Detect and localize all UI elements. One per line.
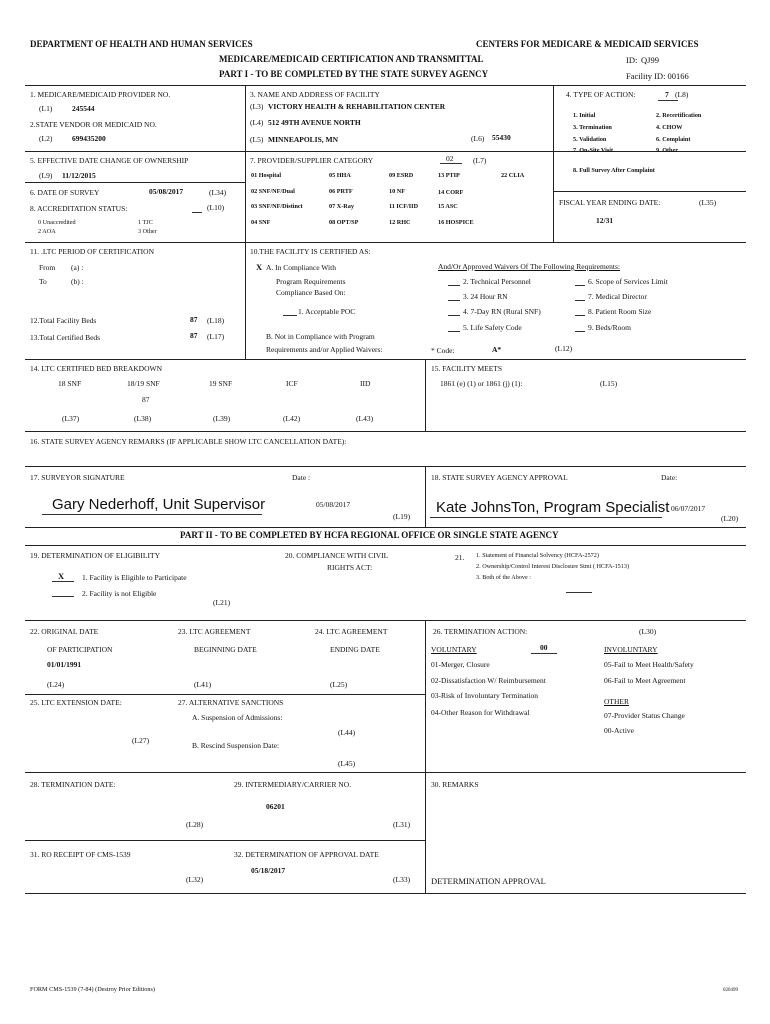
facility-name: VICTORY HEALTH & REHABILITATION CENTER: [268, 102, 446, 111]
l27-code: (L27): [132, 736, 150, 745]
surveyor-signature: Gary Nederhoff, Unit Supervisor: [52, 496, 266, 513]
cat-05: 05 HHA: [329, 172, 351, 179]
cat-03: 03 SNF/NF/Distinct: [251, 203, 303, 210]
invol-item-06: 06-Fail to Meet Agreement: [604, 676, 686, 685]
l17-code: (L17): [207, 332, 225, 341]
vol-item-03: 03-Risk of Involuntary Termination: [431, 691, 539, 700]
l33-code: (L33): [393, 875, 411, 884]
facility-city: MINNEAPOLIS, MN: [268, 135, 339, 144]
waiver-2: 2. Technical Personnel: [463, 277, 531, 286]
f31-label: 31. RO RECEIPT OF CMS-1539: [30, 850, 131, 859]
l6-code: (L6): [471, 134, 485, 143]
f29-label: 29. INTERMEDIARY/CARRIER NO.: [234, 780, 352, 789]
code-label: * Code:: [431, 346, 455, 355]
bed-col-1819snf: 18/19 SNF: [127, 379, 160, 388]
f15-label: 15. FACILITY MEETS: [431, 364, 503, 373]
not-eligible-option: 2. Facility is not Eligible: [82, 589, 157, 598]
fy-value: 12/31: [596, 216, 614, 225]
dept-name: DEPARTMENT OF HEALTH AND HUMAN SERVICES: [30, 39, 253, 49]
id-value: QJ99: [641, 55, 659, 65]
cat-13: 13 PTIP: [438, 172, 460, 179]
voluntary-value: 00: [540, 643, 548, 652]
action-4: 4. CHOW: [656, 124, 683, 131]
form-title: MEDICARE/MEDICAID CERTIFICATION AND TRANSMITTAL: [219, 54, 484, 64]
action-3: 3. Termination: [573, 124, 612, 131]
f14-label: 14. LTC CERTIFIED BED BREAKDOWN: [30, 364, 162, 373]
l19-code: (L19): [393, 512, 411, 521]
carrier-no: 06201: [266, 802, 285, 811]
cert-beds: 87: [190, 331, 198, 340]
code-value: A*: [492, 345, 502, 354]
l43-code: (L43): [356, 414, 374, 423]
l34-code: (L34): [209, 188, 227, 197]
cat-14: 14 CORF: [438, 189, 464, 196]
f1-label: 1. MEDICARE/MEDICAID PROVIDER NO.: [30, 90, 171, 99]
compliance-based: Compliance Based On:: [276, 288, 346, 297]
invol-item-05: 05-Fail to Meet Health/Safety: [604, 660, 694, 669]
l44-code: (L44): [338, 728, 356, 737]
accr-2: 2 AOA: [38, 228, 56, 235]
l24-code: (L24): [47, 680, 65, 689]
cat-10: 10 NF: [389, 188, 405, 195]
waiver-5: 5. Life Safety Code: [463, 323, 522, 332]
l37-code: (L37): [62, 414, 80, 423]
f20-label-2: RIGHTS ACT:: [327, 563, 373, 572]
l38-code: (L38): [134, 414, 152, 423]
accr-1: 1 TJC: [138, 219, 153, 226]
fy-label: FISCAL YEAR ENDING DATE:: [559, 198, 661, 207]
f24-sub: ENDING DATE: [330, 645, 380, 654]
facility-zip: 55430: [492, 133, 511, 142]
f18-label: 18. STATE SURVEY AGENCY APPROVAL: [431, 473, 568, 482]
l39-code: (L39): [213, 414, 231, 423]
f8-label: 8. ACCREDITATION STATUS:: [30, 204, 128, 213]
waiver-6: 6. Scope of Services Limit: [588, 277, 668, 286]
cat-15: 15 ASC: [438, 203, 458, 210]
cat-09: 09 ESRD: [389, 172, 414, 179]
accr-0: 0 Unaccredited: [38, 219, 76, 226]
l9-code: (L9): [39, 171, 53, 180]
facility-address: 512 49TH AVENUE NORTH: [268, 118, 361, 127]
acceptable-poc: 1. Acceptable POC: [298, 307, 356, 316]
cat-02: 02 SNF/NF/Dual: [251, 188, 295, 195]
part1-title: PART I - TO BE COMPLETED BY THE STATE SURVEY AGENCY: [219, 69, 489, 79]
surveyor-date: 05/08/2017: [316, 500, 351, 509]
from-a: (a) :: [71, 263, 84, 272]
l28-code: (L28): [186, 820, 204, 829]
f4-label: 4. TYPE OF ACTION:: [566, 90, 636, 99]
approval-signature: Kate JohnsTon, Program Specialist: [436, 499, 670, 516]
l7-code: (L7): [473, 156, 487, 165]
l5-code: (L5): [250, 135, 264, 144]
f2-label: 2.STATE VENDOR OR MEDICAID NO.: [30, 120, 157, 129]
l32-code: (L32): [186, 875, 204, 884]
compliance-a: A. In Compliance With: [266, 263, 336, 272]
waiver-7: 7. Medical Director: [588, 292, 647, 301]
eligible-option: 1. Facility is Eligible to Participate: [82, 573, 187, 582]
part2-title: PART II - TO BE COMPLETED BY HCFA REGIONAL OFFICE OR SINGLE STATE AGENCY: [180, 530, 559, 540]
f27-label: 27. ALTERNATIVE SANCTIONS: [178, 698, 284, 707]
f23-sub: BEGINNING DATE: [194, 645, 257, 654]
vol-item-04: 04-Other Reason for Withdrawal: [431, 708, 530, 717]
program-req: Program Requirements: [276, 277, 346, 286]
req-waivers: Requirements and/or Applied Waivers:: [266, 345, 383, 354]
f21-item-2: 2. Ownership/Control Interest Disclosure Stmt ( HCFA-1513): [476, 563, 630, 570]
approval-determination-date: 05/18/2017: [251, 866, 286, 875]
l15-code: (L15): [600, 379, 618, 388]
l8-code: (L8): [675, 90, 689, 99]
l25-code: (L25): [330, 680, 348, 689]
f15-text: 1861 (e) (1) or 1861 (j) (1):: [440, 379, 523, 388]
cat-16: 16 HOSPICE: [438, 219, 474, 226]
facility-id: Facility ID: 00166: [626, 71, 689, 81]
cat-07: 07 X-Ray: [329, 203, 354, 210]
f5-label: 5. EFFECTIVE DATE CHANGE OF OWNERSHIP: [30, 156, 189, 165]
l42-code: (L42): [283, 414, 301, 423]
action-6: 6. Complaint: [656, 136, 691, 143]
l12-code: (L12): [555, 344, 573, 353]
approval-date-label: Date:: [661, 473, 678, 482]
l1-code: (L1): [39, 104, 53, 113]
f22-label: 22. ORIGINAL DATE: [30, 627, 99, 636]
f21-item-1: 1. Statement of Financial Solvency (HCFA-2572): [476, 552, 599, 559]
from-label: From: [39, 263, 56, 272]
f10-label: 10.THE FACILITY IS CERTIFIED AS:: [250, 247, 371, 256]
form-code: 020499: [723, 988, 738, 993]
l35-code: (L35): [699, 198, 717, 207]
other-item-07: 07-Provider Status Change: [604, 711, 685, 720]
determination-approval: DETERMINATION APPROVAL: [431, 876, 546, 886]
l3-code: (L3): [250, 102, 264, 111]
survey-date: 05/08/2017: [149, 187, 184, 196]
action-7: 7. On-Site Visit: [573, 147, 614, 154]
eligibility-mark: X: [58, 571, 65, 581]
total-beds-label: 12.Total Facility Beds: [30, 316, 97, 325]
f23-label: 23. LTC AGREEMENT: [178, 627, 251, 636]
cert-beds-label: 13.Total Certified Beds: [30, 333, 101, 342]
other-item-00: 00-Active: [604, 726, 634, 735]
f30-label: 30. REMARKS: [431, 780, 479, 789]
l20-code: (L20): [721, 514, 739, 523]
f24-label: 24. LTC AGREEMENT: [315, 627, 388, 636]
f28-label: 28. TERMINATION DATE:: [30, 780, 116, 789]
vendor-no: 699435200: [72, 134, 106, 143]
id-label: ID:: [626, 55, 638, 65]
action-1: 1. Initial: [573, 112, 596, 119]
bed-1819-value: 87: [142, 395, 150, 404]
chow-date: 11/12/2015: [62, 171, 96, 180]
accr-3: 3 Other: [138, 228, 157, 235]
cat-22: 22 CLIA: [501, 172, 525, 179]
to-b: (b) :: [71, 277, 84, 286]
approval-date: 06/07/2017: [671, 504, 706, 513]
cat-06: 06 PRTF: [329, 188, 353, 195]
cat-01: 01 Hospital: [251, 172, 282, 179]
l4-code: (L4): [250, 118, 264, 127]
l21-code: (L21): [213, 598, 231, 607]
category-value: 02: [446, 154, 454, 163]
cms-name: CENTERS FOR MEDICARE & MEDICAID SERVICES: [476, 39, 699, 49]
f32-label: 32. DETERMINATION OF APPROVAL DATE: [234, 850, 379, 859]
involuntary-label: INVOLUNTARY: [604, 645, 658, 654]
to-label: To: [39, 277, 47, 286]
form-number: FORM CMS-1539 (7-84) (Destroy Prior Editions): [30, 986, 155, 993]
waiver-4: 4. 7-Day RN (Rural SNF): [463, 307, 541, 316]
action-value: 7: [665, 90, 669, 99]
f27-a: A. Suspension of Admissions:: [192, 713, 283, 722]
action-8: 8. Full Survey After Complaint: [573, 167, 655, 174]
f27-b: B. Rescind Suspension Date:: [192, 741, 280, 750]
l41-code: (L41): [194, 680, 212, 689]
waiver-9: 9. Beds/Room: [588, 323, 631, 332]
provider-no: 245544: [72, 104, 95, 113]
f26-label: 26. TERMINATION ACTION:: [433, 627, 528, 636]
other-label: OTHER: [604, 697, 629, 706]
total-beds: 87: [190, 315, 198, 324]
l45-code: (L45): [338, 759, 356, 768]
f20-label: 20. COMPLIANCE WITH CIVIL: [285, 551, 389, 560]
l10-code: (L10): [207, 203, 225, 212]
action-5: 5. Validation: [573, 136, 607, 143]
cat-08: 08 OPT/SP: [329, 219, 359, 226]
not-compliance: B. Not in Compliance with Program: [266, 332, 375, 341]
l31-code: (L31): [393, 820, 411, 829]
waiver-8: 8. Patient Room Size: [588, 307, 652, 316]
voluntary-label: VOLUNTARY: [431, 645, 477, 654]
vol-item-02: 02-Dissatisfaction W/ Reimbursement: [431, 676, 546, 685]
bed-col-iid: IID: [360, 379, 371, 388]
cat-04: 04 SNF: [251, 219, 271, 226]
cat-12: 12 RHC: [389, 219, 411, 226]
l2-code: (L2): [39, 134, 53, 143]
compliance-mark: X: [256, 262, 263, 272]
bed-col-icf: ICF: [286, 379, 298, 388]
l18-code: (L18): [207, 316, 225, 325]
f7-label: 7. PROVIDER/SUPPLIER CATEGORY: [250, 156, 374, 165]
action-9: 9. Other: [656, 147, 678, 154]
bed-col-18snf: 18 SNF: [58, 379, 82, 388]
original-date: 01/01/1991: [47, 660, 82, 669]
f11-label: 11. .LTC PERIOD OF CERTIFICATION: [30, 247, 155, 256]
surveyor-date-label: Date :: [292, 473, 311, 482]
f19-label: 19. DETERMINATION OF ELIGIBILITY: [30, 551, 160, 560]
f16-label: 16. STATE SURVEY AGENCY REMARKS (IF APPLICABLE SHOW LTC CANCELLATION DATE):: [30, 437, 347, 446]
bed-col-19snf: 19 SNF: [209, 379, 233, 388]
f21-item-3: 3. Both of the Above :: [476, 574, 531, 581]
f17-label: 17. SURVEYOR SIGNATURE: [30, 473, 125, 482]
action-2: 2. Recertification: [656, 112, 702, 119]
f25-label: 25. LTC EXTENSION DATE:: [30, 698, 122, 707]
vol-item-01: 01-Merger, Closure: [431, 660, 490, 669]
f3-label: 3. NAME AND ADDRESS OF FACILITY: [250, 90, 380, 99]
l30-code: (L30): [639, 627, 657, 636]
f21-label: 21.: [455, 553, 465, 562]
f22-sub: OF PARTICIPATION: [47, 645, 113, 654]
waivers-heading: And/Or Approved Waivers Of The Following Requirements:: [438, 262, 621, 271]
f6-label: 6. DATE OF SURVEY: [30, 188, 100, 197]
cat-11: 11 ICF/IID: [389, 203, 419, 210]
waiver-3: 3. 24 Hour RN: [463, 292, 508, 301]
